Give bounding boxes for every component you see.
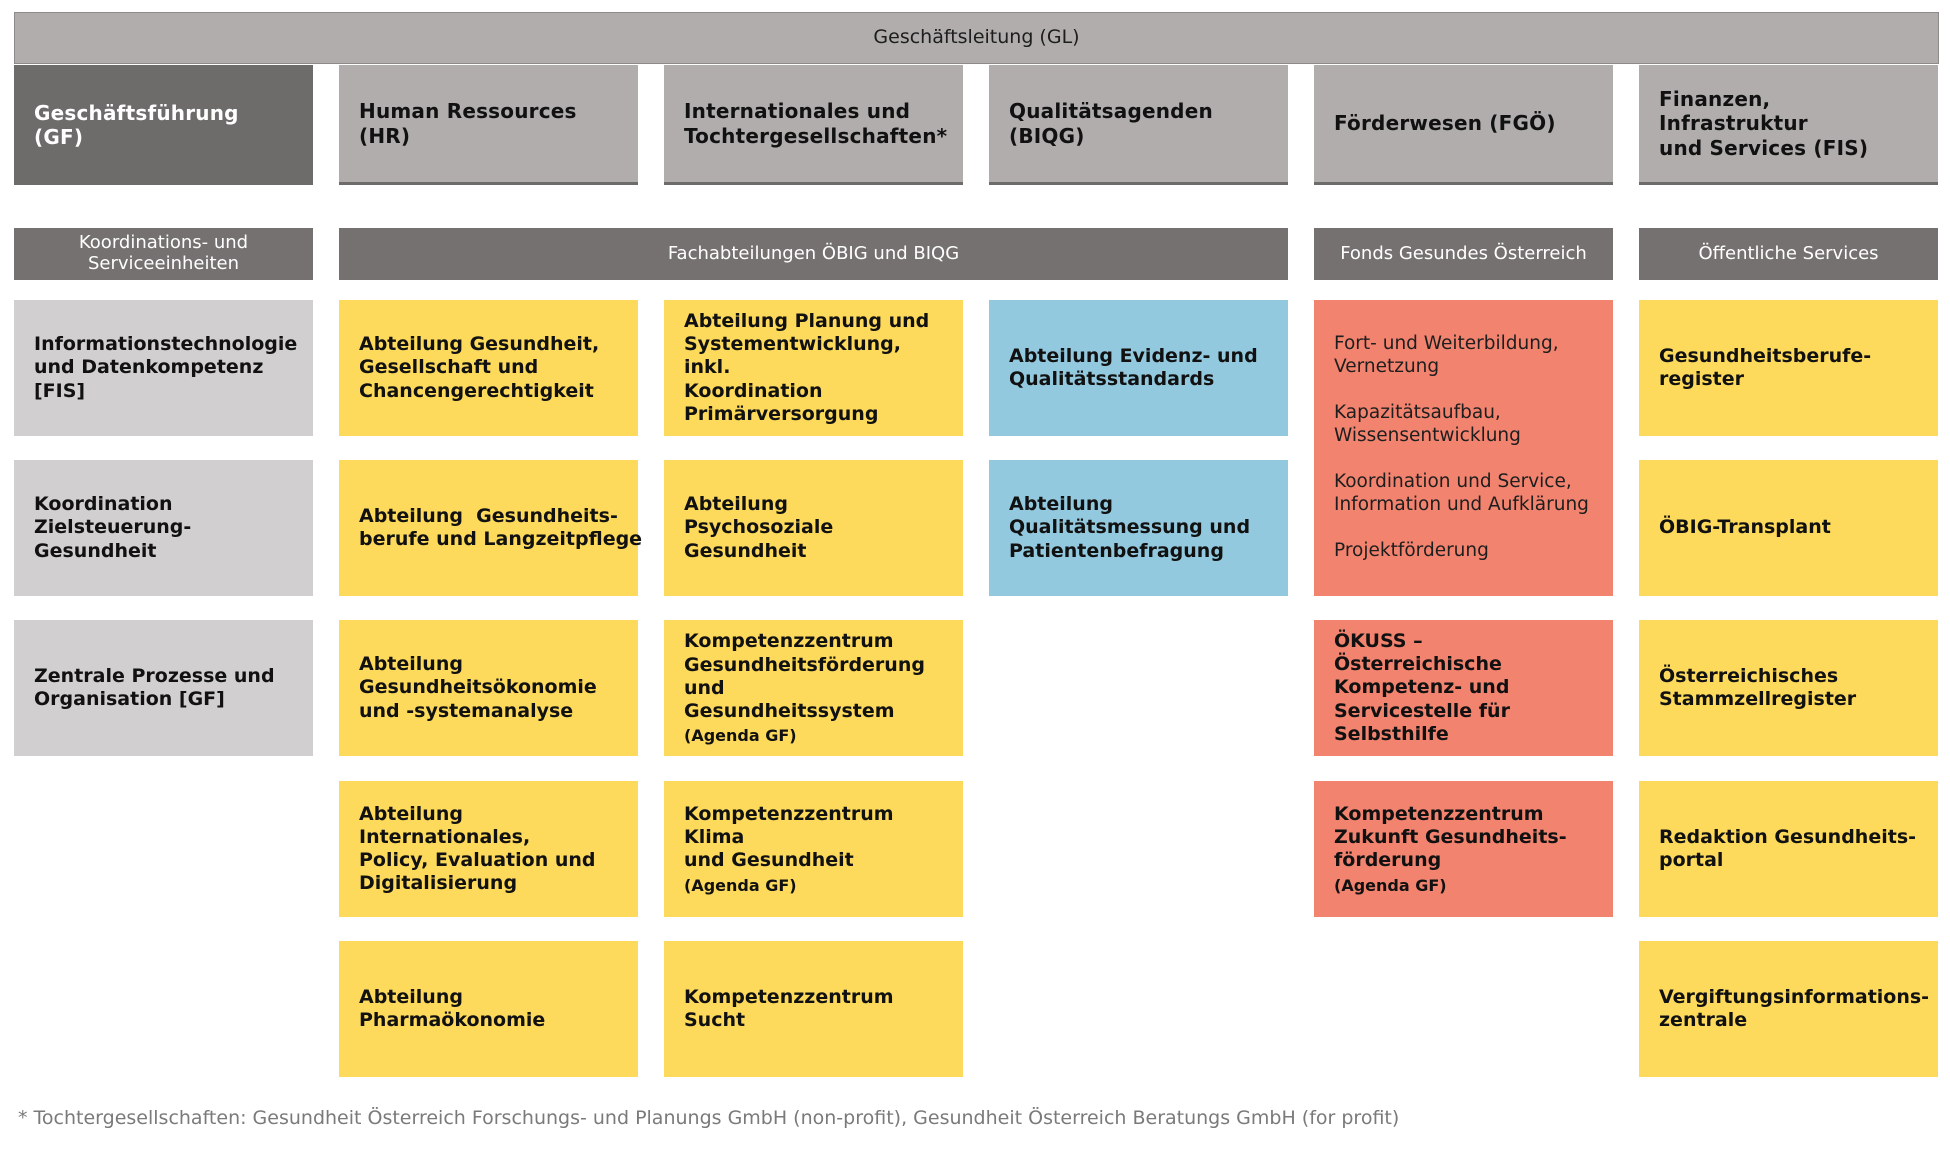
department-box-title: Abteilung Psychosoziale Gesundheit [684, 493, 834, 562]
unit-international [664, 65, 963, 185]
quality-department-box-title: Abteilung Evidenz- und Qualitätsstandards [1009, 344, 1258, 390]
header-public-services [1639, 228, 1938, 280]
unit-gf [14, 65, 313, 185]
department-box [664, 781, 963, 917]
unit-gf-label: Geschäftsführung (GF) [34, 100, 239, 149]
department-box-title: Abteilung Internationales, Policy, Evaluation und Digitalisierung [359, 802, 596, 895]
unit-biqg [989, 65, 1288, 185]
fonds-okuss-title: ÖKUSS – Österreichische Kompetenz- und Servicestelle für Selbsthilfe [1334, 630, 1510, 745]
department-box [664, 460, 963, 596]
unit-hr [339, 65, 638, 185]
department-box [664, 941, 963, 1077]
header-coordination-label: Koordinations- und Serviceeinheiten [78, 232, 249, 274]
department-box-title: Abteilung Gesundheitsökonomie und -systemanalyse [359, 653, 597, 722]
agenda-note: (Agenda GF) [684, 726, 797, 746]
department-box [664, 300, 963, 436]
unit-fis [1639, 65, 1938, 185]
department-box-title: Abteilung Gesundheit, Gesellschaft und Chancengerechtigkeit [359, 333, 600, 402]
header-fonds-label: Fonds Gesundes Österreich [1340, 243, 1587, 265]
fonds-task: Koordination und Service, Information und Aufklärung [1334, 471, 1589, 515]
agenda-note: (Agenda GF) [684, 875, 797, 895]
department-box-title: Kompetenzzentrum Gesundheitsförderung und Gesundheitssystem [684, 630, 925, 722]
public-service-box-title: Vergiftungsinformations- zentrale [1659, 985, 1930, 1031]
header-fonds [1314, 228, 1613, 280]
department-box [339, 941, 638, 1077]
fonds-task: Kapazitätsaufbau, Wissensentwicklung [1334, 402, 1521, 446]
quality-department-box [989, 460, 1288, 596]
public-service-box-title: Gesundheitsberufe- register [1659, 344, 1872, 390]
header-departments-label: Fachabteilungen ÖBIG und BIQG [667, 243, 960, 265]
public-service-box-title: Redaktion Gesundheits- portal [1659, 825, 1917, 871]
public-service-box-title: ÖBIG-Transplant [1659, 516, 1831, 539]
unit-biqg-label: Qualitätsagenden (BIQG) [1009, 99, 1213, 148]
department-box [339, 620, 638, 756]
public-service-box [1639, 781, 1938, 917]
unit-fgo [1314, 65, 1613, 185]
unit-fgo-label: Förderwesen (FGÖ) [1334, 111, 1556, 136]
quality-department-box [989, 300, 1288, 436]
department-box [339, 460, 643, 596]
fonds-task: Projektförderung [1334, 540, 1489, 562]
unit-international-label: Internationales und Tochtergesellschaften* [684, 99, 948, 148]
department-box-title: Abteilung Gesundheits- berufe und Langzeitpflege [359, 504, 643, 550]
department-box-title: Abteilung Planung und Systementwicklung, inkl. Koordination Primärversorgung [684, 310, 930, 425]
public-service-box [1639, 941, 1938, 1077]
public-service-box [1639, 460, 1938, 596]
fonds-task: Fort- und Weiterbildung, Vernetzung [1334, 333, 1559, 377]
unit-fis-label: Finanzen, Infrastruktur und Services (FIS) [1659, 86, 1869, 160]
coordination-box-title: Zentrale Prozesse und Organisation [GF] [34, 664, 275, 710]
coordination-box [14, 300, 313, 436]
coordination-box-title: Koordination Zielsteuerung- Gesundheit [34, 493, 192, 562]
unit-hr-label: Human Ressources (HR) [359, 99, 577, 148]
header-public-services-label: Öffentliche Services [1698, 243, 1879, 265]
department-box-title: Kompetenzzentrum Klima und Gesundheit [684, 802, 894, 872]
department-box [664, 620, 963, 756]
public-service-box [1639, 620, 1938, 756]
header-coordination [14, 228, 313, 280]
fonds-kompetenz-title: Kompetenzzentrum Zukunft Gesundheits- förderung [1334, 802, 1567, 872]
footnote: * Tochtergesellschaften: Gesundheit Österreich Forschungs- und Planungs GmbH (non-profit), Gesundheit Österreich Beratungs GmbH (for profit) [18, 1107, 1400, 1129]
agenda-note: (Agenda GF) [1334, 875, 1447, 895]
department-box [339, 781, 638, 917]
public-service-box-title: Österreichisches Stammzellregister [1659, 664, 1857, 710]
department-box [339, 300, 638, 436]
quality-department-box-title: Abteilung Qualitätsmessung und Patientenbefragung [1009, 493, 1251, 562]
fonds-kompetenz-box [1314, 781, 1613, 917]
public-service-box [1639, 300, 1938, 436]
header-departments [339, 228, 1288, 280]
coordination-box [14, 460, 313, 596]
department-box-title: Abteilung Pharmaökonomie [359, 985, 546, 1031]
coordination-box-title: Informationstechnologie und Datenkompetenz [FIS] [34, 333, 298, 402]
management-board-bar: Geschäftsleitung (GL) [14, 12, 1939, 64]
fonds-okuss-box [1314, 620, 1613, 756]
coordination-box [14, 620, 313, 756]
department-box-title: Kompetenzzentrum Sucht [684, 985, 894, 1031]
fonds-tasks-box [1314, 300, 1613, 596]
